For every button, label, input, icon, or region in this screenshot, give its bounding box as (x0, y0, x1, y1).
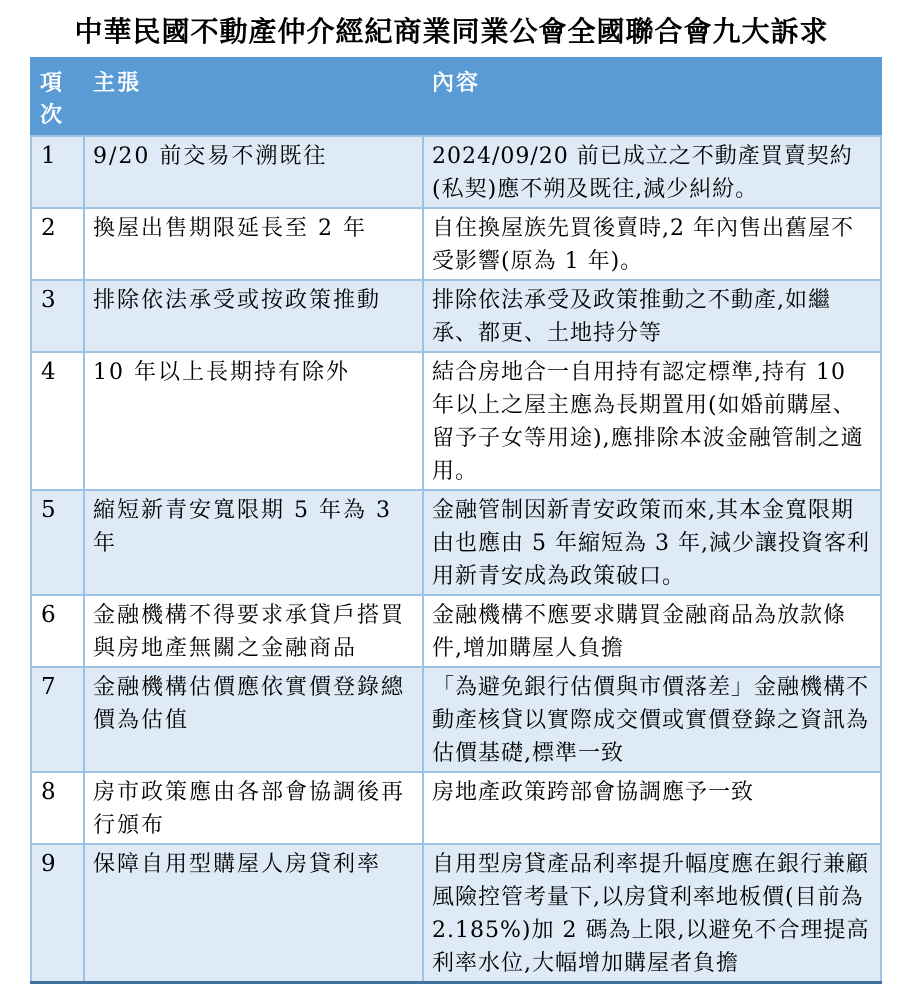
row-claim: 排除依法承受或按政策推動 (84, 280, 423, 352)
row-claim: 房市政策應由各部會協調後再行頒布 (84, 772, 423, 844)
table-header (31, 58, 881, 136)
row-item-number: 5 (31, 490, 84, 595)
row-item-number: 9 (31, 844, 84, 983)
table-row (31, 772, 881, 844)
column-header-claim: 主張 (84, 58, 423, 136)
row-item-number: 6 (31, 595, 84, 667)
demands-table (30, 57, 882, 984)
table-row (31, 280, 881, 352)
row-content: 金融管制因新青安政策而來,其本金寬限期由也應由 5 年縮短為 3 年,減少讓投資客利用新青安成為政策破口。 (423, 490, 881, 595)
table-row (31, 352, 881, 490)
row-content: 排除依法承受及政策推動之不動產,如繼承、都更、土地持分等 (423, 280, 881, 352)
row-content: 2024/09/20 前已成立之不動產買賣契約(私契)應不朔及既往,減少糾紛。 (423, 136, 881, 208)
row-item-number: 1 (31, 136, 84, 208)
row-item-number: 2 (31, 208, 84, 280)
table-row (31, 136, 881, 208)
table-row (31, 490, 881, 595)
table-body (31, 136, 881, 983)
document-page (0, 10, 903, 976)
header-row (31, 58, 881, 136)
row-item-number: 3 (31, 280, 84, 352)
page-title: 中華民國不動產仲介經紀商業同業公會全國聯合會九大訴求 (74, 15, 829, 48)
table-row (31, 595, 881, 667)
row-content: 自住換屋族先買後賣時,2 年內售出舊屋不受影響(原為 1 年)。 (423, 208, 881, 280)
row-content: 自用型房貸產品利率提升幅度應在銀行兼顧風險控管考量下,以房貸利率地板價(目前為 2.185%)加 2 碼為上限,以避免不合理提高利率水位,大幅增加購屋者負擔 (423, 844, 881, 983)
column-header-content: 內容 (423, 58, 881, 136)
row-item-number: 7 (31, 667, 84, 772)
row-content: 金融機構不應要求購買金融商品為放款條件,增加購屋人負擔 (423, 595, 881, 667)
table-row (31, 208, 881, 280)
table-row (31, 667, 881, 772)
table-row (31, 844, 881, 983)
row-content: 房地產政策跨部會協調應予一致 (423, 772, 881, 844)
row-claim: 換屋出售期限延長至 2 年 (84, 208, 423, 280)
row-claim: 縮短新青安寬限期 5 年為 3 年 (84, 490, 423, 595)
row-item-number: 8 (31, 772, 84, 844)
row-content: 結合房地合一自用持有認定標準,持有 10 年以上之屋主應為長期置用(如婚前購屋、留予子女等用途),應排除本波金融管制之適用。 (423, 352, 881, 490)
row-claim: 金融機構估價應依實價登錄總價為估值 (84, 667, 423, 772)
row-item-number: 4 (31, 352, 84, 490)
row-content: 「為避免銀行估價與市價落差」金融機構不動產核貸以實際成交價或實價登錄之資訊為估價基礎,標準一致 (423, 667, 881, 772)
row-claim: 保障自用型購屋人房貸利率 (84, 844, 423, 983)
row-claim: 9/20 前交易不溯既往 (84, 136, 423, 208)
row-claim: 金融機構不得要求承貸戶搭買與房地產無關之金融商品 (84, 595, 423, 667)
row-claim: 10 年以上長期持有除外 (84, 352, 423, 490)
column-header-item-no: 項次 (31, 58, 84, 136)
